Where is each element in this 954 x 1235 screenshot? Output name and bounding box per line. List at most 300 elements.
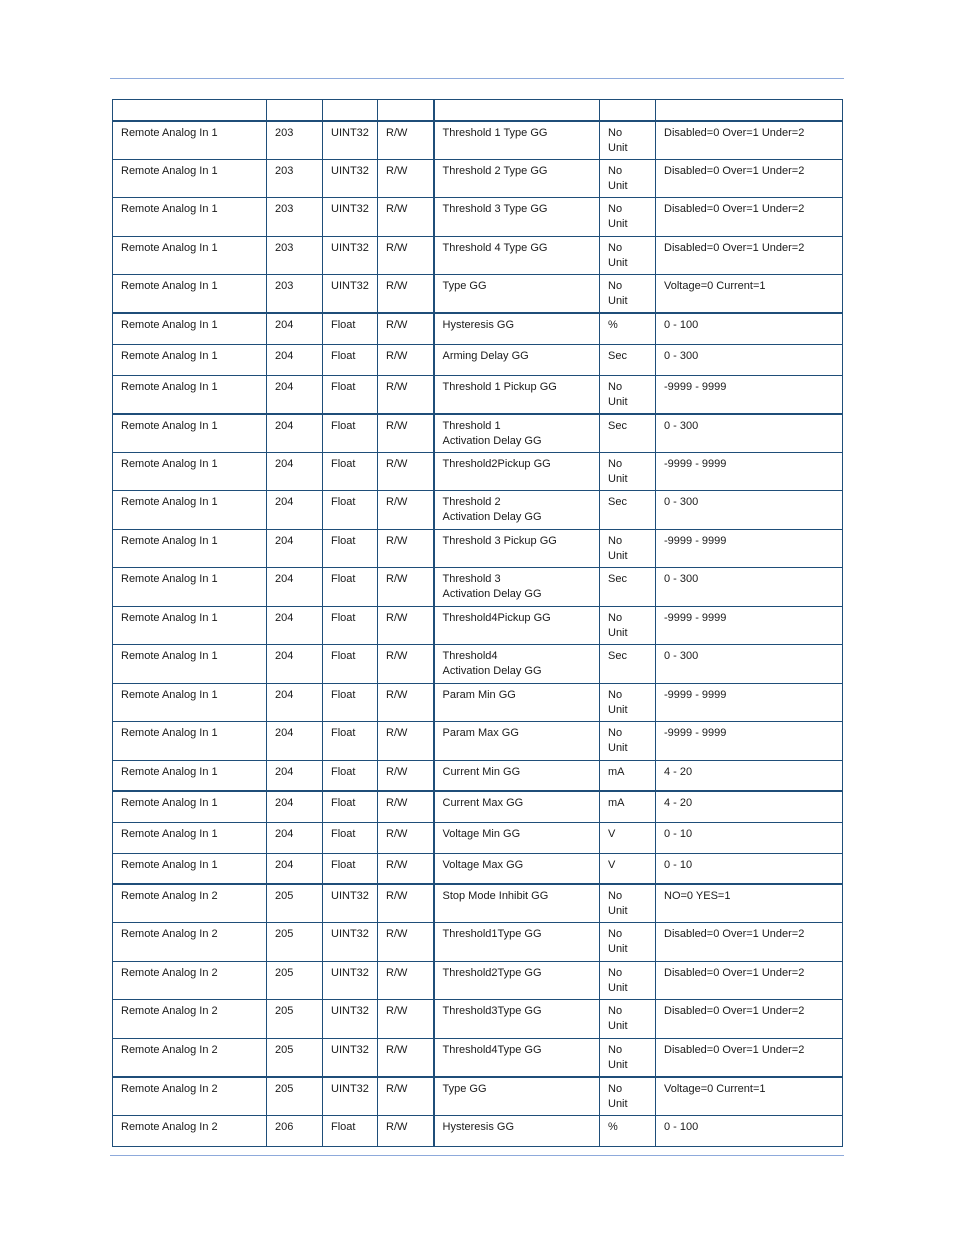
range-cell: 0 - 100	[656, 313, 843, 344]
parameter-cell	[434, 1115, 600, 1146]
unit-cell-line: Unit	[608, 981, 628, 994]
parameter-cell	[434, 923, 600, 962]
table-row	[113, 961, 843, 1000]
parameter-cell-line: Activation Delay GG	[442, 665, 542, 677]
unit-cell	[600, 529, 656, 568]
range-cell: 0 - 300	[656, 344, 843, 375]
access-cell: R/W	[378, 275, 434, 314]
unit-cell	[600, 375, 656, 414]
unit-cell-line: V	[608, 858, 616, 871]
range-cell: Disabled=0 Over=1 Under=2	[656, 1000, 843, 1039]
unit-cell-line: No	[608, 241, 623, 254]
range-cell: Voltage=0 Current=1	[656, 1077, 843, 1116]
parameter-cell-line: Threshold 2 Type GG	[442, 164, 548, 177]
table-row	[113, 791, 843, 822]
unit-cell-line: mA	[608, 797, 625, 809]
unit-cell	[600, 1038, 656, 1077]
register-cell: 204	[267, 683, 323, 722]
register-cell: 206	[267, 1115, 323, 1146]
range-cell: Disabled=0 Over=1 Under=2	[656, 961, 843, 1000]
register-cell: 204	[267, 722, 323, 761]
data-type-cell: UINT32	[323, 1038, 378, 1077]
parameter-cell-line: Hysteresis GG	[442, 319, 515, 331]
point-name-cell: Remote Analog In 1	[113, 414, 267, 453]
register-cell: 204	[267, 452, 323, 491]
footer-rule	[110, 1155, 844, 1156]
data-type-cell: Float	[323, 529, 378, 568]
point-name-cell: Remote Analog In 2	[113, 1038, 267, 1077]
unit-cell	[600, 1077, 656, 1116]
range-cell: Disabled=0 Over=1 Under=2	[656, 198, 843, 237]
parameter-cell	[434, 1000, 600, 1039]
access-cell: R/W	[378, 1115, 434, 1146]
unit-cell-line: %	[608, 319, 618, 331]
access-cell: R/W	[378, 853, 434, 884]
header-cell	[323, 100, 378, 121]
parameter-cell	[434, 491, 600, 530]
parameter-cell	[434, 313, 600, 344]
point-name-cell: Remote Analog In 1	[113, 822, 267, 853]
range-cell: Disabled=0 Over=1 Under=2	[656, 159, 843, 198]
parameter-cell	[434, 568, 600, 607]
point-name-cell: Remote Analog In 1	[113, 452, 267, 491]
unit-cell-line: Unit	[608, 256, 628, 269]
point-name-cell: Remote Analog In 1	[113, 606, 267, 645]
table-row	[113, 645, 843, 684]
table-row	[113, 760, 843, 791]
range-cell: -9999 - 9999	[656, 606, 843, 645]
unit-cell	[600, 961, 656, 1000]
table-row	[113, 884, 843, 923]
parameter-cell-line: Current Max GG	[442, 797, 524, 809]
unit-cell	[600, 313, 656, 344]
point-name-cell: Remote Analog In 1	[113, 683, 267, 722]
data-type-cell: UINT32	[323, 275, 378, 314]
register-cell: 204	[267, 645, 323, 684]
data-type-cell: Float	[323, 313, 378, 344]
access-cell: R/W	[378, 452, 434, 491]
parameter-cell-line: Threshold1Type GG	[442, 928, 542, 940]
access-cell: R/W	[378, 961, 434, 1000]
parameter-cell-line: Voltage Min GG	[442, 827, 521, 840]
table-row	[113, 853, 843, 884]
table-row	[113, 236, 843, 275]
point-name-cell: Remote Analog In 1	[113, 344, 267, 375]
range-cell: 0 - 10	[656, 853, 843, 884]
unit-cell	[600, 414, 656, 453]
unit-cell	[600, 491, 656, 530]
point-name-cell: Remote Analog In 1	[113, 853, 267, 884]
access-cell: R/W	[378, 159, 434, 198]
point-name-cell: Remote Analog In 1	[113, 722, 267, 761]
unit-cell-line: No	[608, 126, 623, 139]
register-cell: 204	[267, 344, 323, 375]
unit-cell	[600, 884, 656, 923]
unit-cell	[600, 275, 656, 314]
register-cell: 204	[267, 606, 323, 645]
data-type-cell: Float	[323, 722, 378, 761]
parameter-cell-line: Threshold 4 Type GG	[442, 241, 548, 254]
data-type-cell: UINT32	[323, 923, 378, 962]
register-cell: 203	[267, 275, 323, 314]
register-cell: 205	[267, 1038, 323, 1077]
unit-cell	[600, 236, 656, 275]
header-cell	[656, 100, 843, 121]
parameter-cell	[434, 414, 600, 453]
unit-cell-line: Unit	[608, 703, 628, 716]
parameter-cell-line: Threshold 1 Pickup GG	[442, 380, 557, 393]
access-cell: R/W	[378, 722, 434, 761]
register-cell: 205	[267, 923, 323, 962]
unit-cell	[600, 344, 656, 375]
point-name-cell: Remote Analog In 1	[113, 760, 267, 791]
unit-cell	[600, 568, 656, 607]
unit-cell-line: Sec	[608, 419, 627, 432]
table-row	[113, 683, 843, 722]
unit-cell-line: No	[608, 1082, 623, 1095]
table-row	[113, 198, 843, 237]
data-type-cell: Float	[323, 760, 378, 791]
access-cell: R/W	[378, 491, 434, 530]
unit-cell	[600, 1115, 656, 1146]
unit-cell-line: No	[608, 534, 623, 547]
table-row	[113, 414, 843, 453]
point-name-cell: Remote Analog In 2	[113, 961, 267, 1000]
unit-cell-line: No	[608, 1043, 623, 1056]
register-table-body	[113, 100, 843, 1147]
parameter-cell	[434, 375, 600, 414]
register-cell: 205	[267, 1000, 323, 1039]
unit-cell	[600, 198, 656, 237]
access-cell: R/W	[378, 884, 434, 923]
header-rule	[110, 78, 844, 79]
parameter-cell-line: Threshold4Pickup GG	[442, 611, 551, 624]
access-cell: R/W	[378, 344, 434, 375]
parameter-cell-line: Threshold4	[442, 650, 498, 662]
range-cell: 0 - 10	[656, 822, 843, 853]
data-type-cell: UINT32	[323, 121, 378, 160]
unit-cell-line: Sec	[608, 573, 627, 585]
parameter-cell	[434, 1038, 600, 1077]
access-cell: R/W	[378, 121, 434, 160]
parameter-cell-line: Voltage Max GG	[442, 858, 524, 871]
point-name-cell: Remote Analog In 2	[113, 923, 267, 962]
parameter-cell-line: Activation Delay GG	[442, 588, 542, 600]
range-cell: 0 - 100	[656, 1115, 843, 1146]
parameter-cell	[434, 645, 600, 684]
parameter-cell-line: Threshold2Pickup GG	[442, 457, 551, 470]
data-type-cell: Float	[323, 645, 378, 684]
table-row	[113, 275, 843, 314]
range-cell: Voltage=0 Current=1	[656, 275, 843, 314]
header-cell	[600, 100, 656, 121]
parameter-cell-line: Type GG	[442, 1082, 487, 1095]
unit-cell-line: Unit	[608, 1020, 628, 1032]
unit-cell-line: Unit	[608, 295, 628, 307]
unit-cell	[600, 791, 656, 822]
unit-cell-line: No	[608, 727, 623, 739]
header-cell	[378, 100, 434, 121]
parameter-cell-line: Threshold 3	[442, 573, 501, 585]
data-type-cell: Float	[323, 1115, 378, 1146]
register-cell: 204	[267, 491, 323, 530]
access-cell: R/W	[378, 760, 434, 791]
register-cell: 203	[267, 121, 323, 160]
data-type-cell: UINT32	[323, 1000, 378, 1039]
unit-cell-line: %	[608, 1120, 618, 1133]
parameter-cell	[434, 606, 600, 645]
register-cell: 203	[267, 236, 323, 275]
access-cell: R/W	[378, 198, 434, 237]
register-cell: 205	[267, 1077, 323, 1116]
point-name-cell: Remote Analog In 1	[113, 568, 267, 607]
unit-cell-line: Unit	[608, 626, 628, 639]
table-row	[113, 313, 843, 344]
point-name-cell: Remote Analog In 1	[113, 375, 267, 414]
data-type-cell: Float	[323, 853, 378, 884]
table-header-row	[113, 100, 843, 121]
data-type-cell: Float	[323, 568, 378, 607]
unit-cell-line: Unit	[608, 218, 628, 230]
unit-cell	[600, 1000, 656, 1039]
parameter-cell-line: Type GG	[442, 280, 487, 292]
unit-cell-line: No	[608, 280, 623, 292]
unit-cell-line: No	[608, 611, 623, 624]
range-cell: Disabled=0 Over=1 Under=2	[656, 923, 843, 962]
access-cell: R/W	[378, 414, 434, 453]
table-row	[113, 923, 843, 962]
table-row	[113, 1000, 843, 1039]
table-row	[113, 1115, 843, 1146]
parameter-cell	[434, 344, 600, 375]
table-row	[113, 121, 843, 160]
range-cell: 0 - 300	[656, 645, 843, 684]
unit-cell-line: Sec	[608, 650, 627, 662]
range-cell: Disabled=0 Over=1 Under=2	[656, 121, 843, 160]
unit-cell	[600, 452, 656, 491]
register-cell: 204	[267, 414, 323, 453]
unit-cell	[600, 722, 656, 761]
parameter-cell-line: Activation Delay GG	[442, 434, 542, 447]
unit-cell-line: No	[608, 928, 623, 940]
point-name-cell: Remote Analog In 2	[113, 1077, 267, 1116]
parameter-cell-line: Threshold4Type GG	[442, 1043, 542, 1056]
unit-cell-line: No	[608, 890, 623, 902]
table-row	[113, 568, 843, 607]
unit-cell-line: Sec	[608, 496, 627, 508]
unit-cell-line: Sec	[608, 349, 627, 362]
parameter-cell-line: Threshold3Type GG	[442, 1005, 542, 1017]
register-cell: 205	[267, 884, 323, 923]
parameter-cell-line: Threshold2Type GG	[442, 966, 542, 979]
access-cell: R/W	[378, 791, 434, 822]
unit-cell-line: Unit	[608, 549, 628, 562]
parameter-cell	[434, 822, 600, 853]
unit-cell	[600, 606, 656, 645]
unit-cell-line: Unit	[608, 943, 628, 955]
range-cell: 0 - 300	[656, 414, 843, 453]
access-cell: R/W	[378, 375, 434, 414]
parameter-cell-line: Activation Delay GG	[442, 511, 542, 523]
unit-cell-line: V	[608, 827, 616, 840]
point-name-cell: Remote Analog In 1	[113, 645, 267, 684]
unit-cell	[600, 683, 656, 722]
range-cell: Disabled=0 Over=1 Under=2	[656, 236, 843, 275]
unit-cell-line: No	[608, 457, 623, 470]
point-name-cell: Remote Analog In 2	[113, 884, 267, 923]
access-cell: R/W	[378, 923, 434, 962]
parameter-cell-line: Param Min GG	[442, 688, 516, 701]
data-type-cell: UINT32	[323, 961, 378, 1000]
parameter-cell-line: Threshold 3 Pickup GG	[442, 534, 557, 547]
unit-cell-line: Unit	[608, 1097, 628, 1110]
data-type-cell: Float	[323, 452, 378, 491]
data-type-cell: UINT32	[323, 236, 378, 275]
register-cell: 204	[267, 853, 323, 884]
parameter-cell	[434, 760, 600, 791]
access-cell: R/W	[378, 683, 434, 722]
unit-cell-line: No	[608, 1005, 623, 1017]
parameter-cell	[434, 884, 600, 923]
table-row	[113, 529, 843, 568]
access-cell: R/W	[378, 1000, 434, 1039]
parameter-cell	[434, 722, 600, 761]
unit-cell-line: No	[608, 164, 623, 177]
access-cell: R/W	[378, 1038, 434, 1077]
parameter-cell-line: Threshold 3 Type GG	[442, 203, 548, 215]
unit-cell	[600, 822, 656, 853]
access-cell: R/W	[378, 529, 434, 568]
data-type-cell: Float	[323, 375, 378, 414]
range-cell: 4 - 20	[656, 760, 843, 791]
table-row	[113, 344, 843, 375]
parameter-cell-line: Threshold 2	[442, 496, 501, 508]
data-type-cell: Float	[323, 344, 378, 375]
header-cell	[434, 100, 600, 121]
range-cell: -9999 - 9999	[656, 529, 843, 568]
unit-cell	[600, 923, 656, 962]
data-type-cell: Float	[323, 791, 378, 822]
register-cell: 204	[267, 375, 323, 414]
register-cell: 204	[267, 529, 323, 568]
point-name-cell: Remote Analog In 1	[113, 236, 267, 275]
range-cell: 0 - 300	[656, 491, 843, 530]
table-row	[113, 1077, 843, 1116]
parameter-cell	[434, 121, 600, 160]
access-cell: R/W	[378, 645, 434, 684]
range-cell: NO=0 YES=1	[656, 884, 843, 923]
parameter-cell	[434, 791, 600, 822]
parameter-cell-line: Hysteresis GG	[442, 1120, 515, 1133]
access-cell: R/W	[378, 313, 434, 344]
point-name-cell: Remote Analog In 1	[113, 791, 267, 822]
data-type-cell: Float	[323, 606, 378, 645]
register-cell: 204	[267, 568, 323, 607]
range-cell: -9999 - 9999	[656, 683, 843, 722]
parameter-cell	[434, 529, 600, 568]
table-row	[113, 822, 843, 853]
range-cell: 0 - 300	[656, 568, 843, 607]
point-name-cell: Remote Analog In 1	[113, 529, 267, 568]
unit-cell	[600, 121, 656, 160]
table-row	[113, 452, 843, 491]
parameter-cell	[434, 853, 600, 884]
access-cell: R/W	[378, 822, 434, 853]
register-cell: 204	[267, 791, 323, 822]
table-row	[113, 159, 843, 198]
parameter-cell	[434, 159, 600, 198]
point-name-cell: Remote Analog In 1	[113, 491, 267, 530]
range-cell: -9999 - 9999	[656, 452, 843, 491]
unit-cell-line: mA	[608, 765, 625, 778]
register-cell: 203	[267, 198, 323, 237]
unit-cell-line: No	[608, 203, 623, 215]
access-cell: R/W	[378, 606, 434, 645]
unit-cell	[600, 760, 656, 791]
table-row	[113, 1038, 843, 1077]
unit-cell-line: Unit	[608, 472, 628, 485]
register-table	[112, 99, 843, 1147]
parameter-cell-line: Threshold 1 Type GG	[442, 126, 548, 139]
parameter-cell-line: Param Max GG	[442, 727, 519, 739]
unit-cell	[600, 159, 656, 198]
data-type-cell: UINT32	[323, 198, 378, 237]
data-type-cell: Float	[323, 822, 378, 853]
parameter-cell	[434, 275, 600, 314]
unit-cell	[600, 645, 656, 684]
data-type-cell: UINT32	[323, 1077, 378, 1116]
parameter-cell	[434, 683, 600, 722]
data-type-cell: Float	[323, 491, 378, 530]
point-name-cell: Remote Analog In 2	[113, 1000, 267, 1039]
parameter-cell	[434, 1077, 600, 1116]
access-cell: R/W	[378, 568, 434, 607]
register-cell: 203	[267, 159, 323, 198]
data-type-cell: UINT32	[323, 159, 378, 198]
parameter-cell	[434, 452, 600, 491]
register-cell: 204	[267, 760, 323, 791]
range-cell: 4 - 20	[656, 791, 843, 822]
register-cell: 204	[267, 313, 323, 344]
range-cell: Disabled=0 Over=1 Under=2	[656, 1038, 843, 1077]
unit-cell-line: No	[608, 966, 623, 979]
parameter-cell	[434, 198, 600, 237]
range-cell: -9999 - 9999	[656, 375, 843, 414]
parameter-cell-line: Stop Mode Inhibit GG	[442, 890, 549, 902]
access-cell: R/W	[378, 236, 434, 275]
unit-cell	[600, 853, 656, 884]
parameter-cell	[434, 961, 600, 1000]
table-row	[113, 491, 843, 530]
register-cell: 204	[267, 822, 323, 853]
parameter-cell	[434, 236, 600, 275]
unit-cell-line: Unit	[608, 905, 628, 917]
unit-cell-line: Unit	[608, 395, 628, 408]
data-type-cell: Float	[323, 683, 378, 722]
unit-cell-line: Unit	[608, 141, 628, 154]
point-name-cell: Remote Analog In 2	[113, 1115, 267, 1146]
register-cell: 205	[267, 961, 323, 1000]
unit-cell-line: No	[608, 688, 623, 701]
unit-cell-line: Unit	[608, 1058, 628, 1071]
header-cell	[113, 100, 267, 121]
range-cell: -9999 - 9999	[656, 722, 843, 761]
point-name-cell: Remote Analog In 1	[113, 313, 267, 344]
table-row	[113, 606, 843, 645]
point-name-cell: Remote Analog In 1	[113, 198, 267, 237]
access-cell: R/W	[378, 1077, 434, 1116]
point-name-cell: Remote Analog In 1	[113, 275, 267, 314]
